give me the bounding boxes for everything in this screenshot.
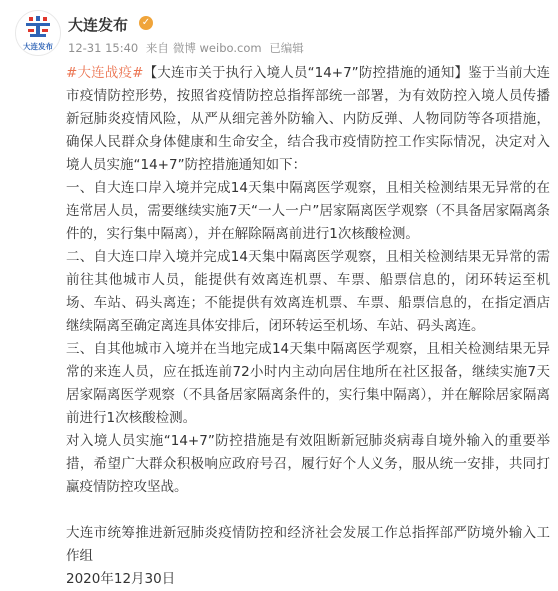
measure-item-3: 三、自其他城市入境并在当地完成14天集中隔离医学观察，且相关检测结果无异常的来连人员，应在抵连前72小时内主动向居住地所在社区报备，继续实施7天居家隔离医学观察（不具备居家隔离条件的，实行集中隔离），并在解除居家隔离前进行1次核酸检测。 bbox=[66, 341, 550, 426]
source-prefix: 来自 bbox=[145, 41, 169, 55]
post-header bbox=[15, 10, 545, 60]
closing-paragraph: 对入境人员实施“14+7”防控措施是有效阻断新冠肺炎病毒自境外输入的重要举措，希望广大群众积极响应政府号召，履行好个人义务，服从统一安排，共同打赢疫情防控攻坚战。 bbox=[66, 433, 550, 495]
user-name[interactable]: 大连发布 bbox=[68, 16, 129, 34]
avatar[interactable] bbox=[15, 10, 61, 56]
post-source[interactable]: 微博 weibo.com bbox=[172, 41, 262, 55]
measure-item-1: 一、自大连口岸入境并完成14天集中隔离医学观察，且相关检测结果无异常的在连常居人员，需要继续实施7天“一人一户”居家隔离医学观察（不具备居家隔离条件的，实行集中隔离），并在解除隔离前进行1次核酸检测。 bbox=[66, 180, 550, 242]
signature: 大连市统筹推进新冠肺炎疫情防控和经济社会发展工作总指挥部严防境外输入工作组 bbox=[66, 525, 550, 564]
hashtag-link[interactable]: #大连战疫# bbox=[66, 65, 144, 81]
avatar-text: 大连发布 bbox=[23, 42, 53, 51]
post-title: 【大连市关于执行入境人员“14+7”防控措施的通知】 bbox=[143, 65, 469, 81]
edited-label: 已编辑 bbox=[269, 41, 304, 55]
post-time[interactable]: 12-31 15:40 bbox=[68, 41, 139, 55]
measure-item-2: 二、自大连口岸入境并完成14天集中隔离医学观察，且相关检测结果无异常的需前往其他城市人员，能提供有效离连机票、车票、船票信息的，闭环转运至机场、车站、码头离连；不能提供有效离连机票、车票、船票信息的，在指定酒店继续隔离至确定离连具体安排后，闭环转运至机场、车站、码头离连。 bbox=[66, 249, 550, 334]
post-intro: 鉴于当前大连市疫情防控形势，按照省疫情防控总指挥部统一部署，为有效防控入境人员传播新冠肺炎疫情风险，从严从细完善外防输入、内防反弹、人物同防等各项措施，确保人民群众身体健康和生命安全，结合我市疫情防控工作实际情况，决定对入境人员实施“14+7”防控措施通知如下： bbox=[66, 65, 550, 173]
dalian-logo-icon bbox=[16, 11, 60, 55]
post-intro-paragraph bbox=[66, 62, 550, 177]
post-meta bbox=[68, 40, 308, 56]
blank-line bbox=[66, 499, 550, 522]
post-date: 2020年12月30日 bbox=[66, 571, 176, 587]
post-body bbox=[66, 62, 550, 591]
verified-badge-icon: ✓ bbox=[139, 16, 153, 30]
